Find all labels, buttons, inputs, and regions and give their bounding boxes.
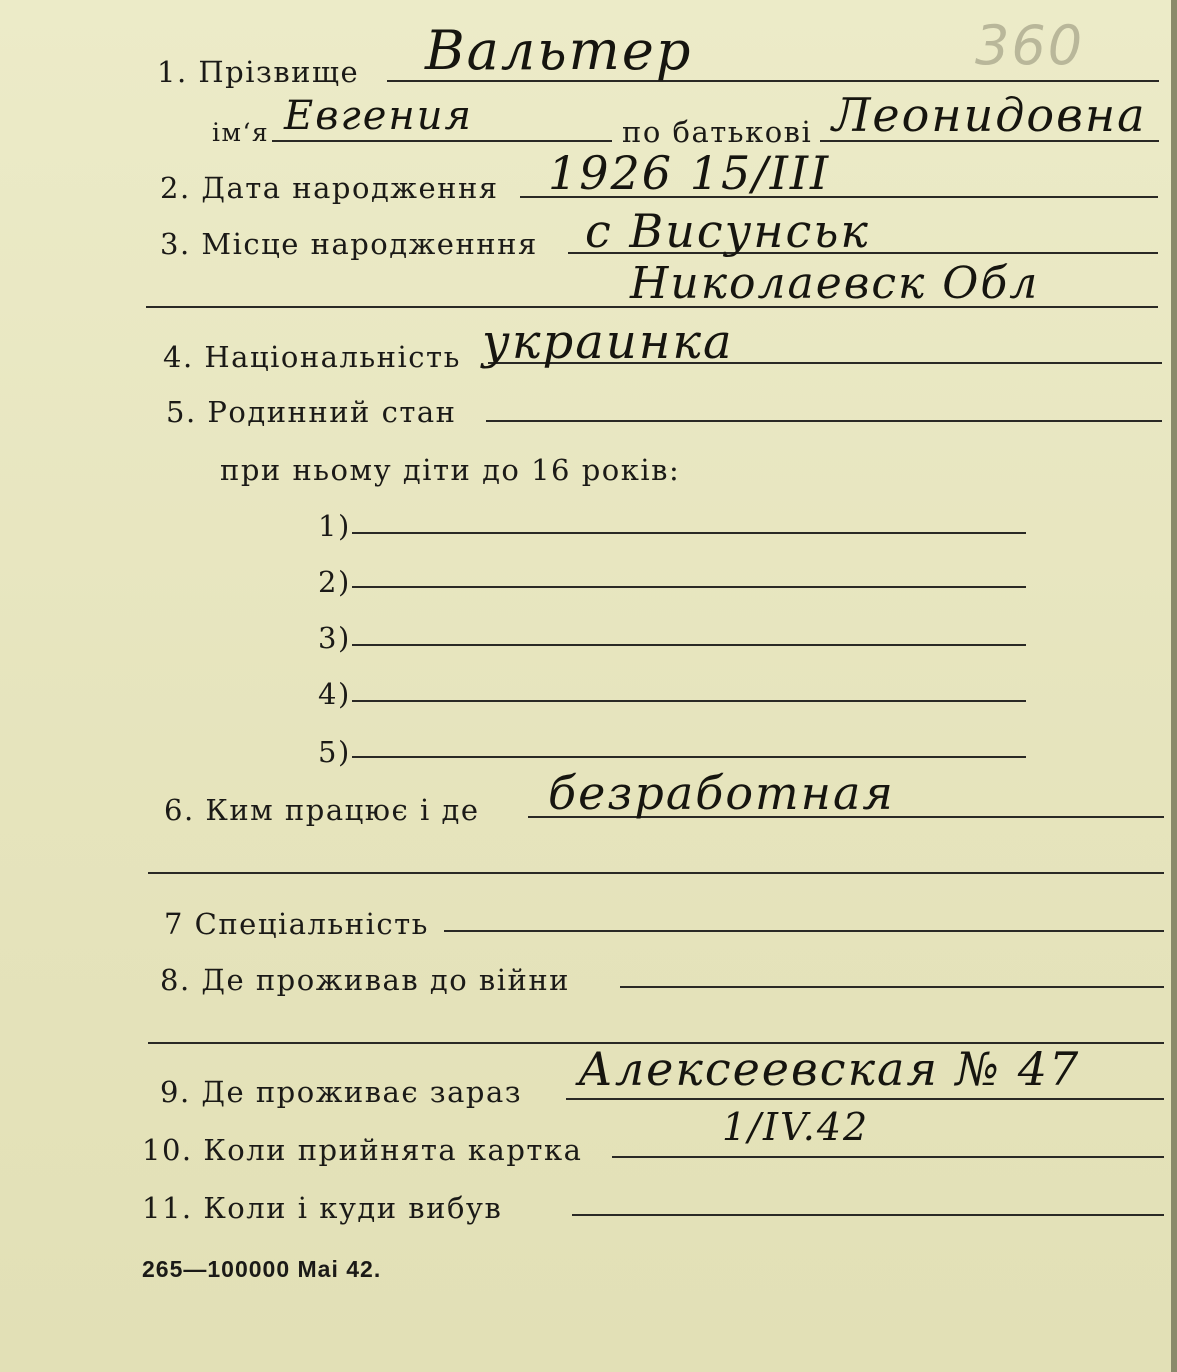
child-3-label: 3) <box>318 621 351 655</box>
prewar-residence-label: 8. Де проживав до війни <box>160 963 570 997</box>
specialty-label: 7 Спеціальність <box>164 907 429 941</box>
prewar-residence-line <box>620 986 1164 988</box>
work-label: 6. Ким працює і де <box>164 793 480 827</box>
work-line-2 <box>148 872 1164 874</box>
child-1-line <box>352 532 1026 534</box>
first-name-value: Евгения <box>284 93 473 139</box>
archive-number: 360 <box>975 14 1085 77</box>
card-accepted-label: 10. Коли прийнята картка <box>142 1133 583 1167</box>
nationality-label: 4. Національність <box>163 340 461 374</box>
child-1-label: 1) <box>318 509 351 543</box>
patronymic-value: Леонидовна <box>832 88 1147 142</box>
child-4-line <box>352 700 1026 702</box>
child-3-line <box>352 644 1026 646</box>
child-5-label: 5) <box>318 735 351 769</box>
birth-place-value-1: с Висунськ <box>585 204 870 258</box>
nationality-value: украинка <box>482 314 734 370</box>
current-residence-label: 9. Де проживає зараз <box>160 1075 523 1109</box>
current-residence-line <box>566 1098 1164 1100</box>
paper-edge <box>1171 0 1177 1372</box>
child-5-line <box>352 756 1026 758</box>
current-residence-value: Алексеевская № 47 <box>578 1042 1081 1096</box>
child-2-label: 2) <box>318 565 351 599</box>
child-2-line <box>352 586 1026 588</box>
print-footer: 265—100000 Mai 42. <box>142 1256 382 1282</box>
marital-status-label: 5. Родинний стан <box>166 395 457 429</box>
departure-line <box>572 1214 1164 1216</box>
first-name-line <box>272 140 612 142</box>
patronymic-label: по батькові <box>622 115 813 149</box>
work-value: безработная <box>548 766 895 820</box>
departure-label: 11. Коли і куди вибув <box>142 1191 503 1225</box>
child-4-label: 4) <box>318 677 351 711</box>
first-name-label: ім‘я <box>212 118 270 147</box>
surname-value: Вальтер <box>425 19 693 82</box>
children-label: при ньому діти до 16 років: <box>220 453 681 487</box>
birth-date-label: 2. Дата народження <box>160 171 499 205</box>
birth-place-value-2: Николаевск Обл <box>630 258 1040 309</box>
marital-status-line <box>486 420 1162 422</box>
birth-place-label: 3. Місце народженння <box>160 227 538 261</box>
surname-label: 1. Прізвище <box>157 55 360 89</box>
birth-date-value: 1926 15/III <box>548 146 831 200</box>
card-accepted-value: 1/IV.42 <box>722 1105 870 1149</box>
specialty-line <box>444 930 1164 932</box>
card-accepted-line <box>612 1156 1164 1158</box>
